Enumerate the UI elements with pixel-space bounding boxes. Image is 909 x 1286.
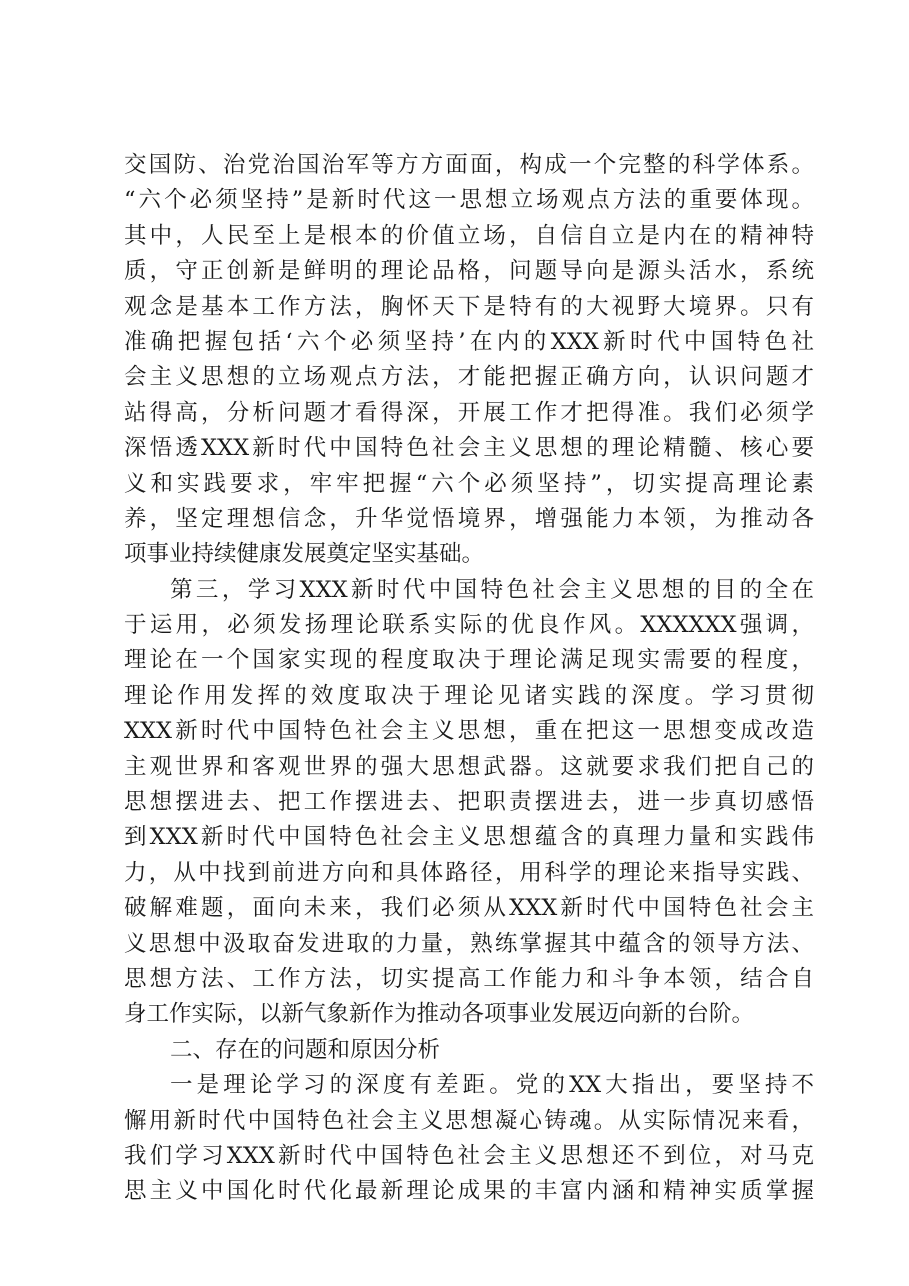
text-line: 身工作实际，以新气象新作为推动各项事业发展迈向新的台阶。 xyxy=(124,1001,755,1028)
text-line: 深悟透XXX新时代中国特色社会主义思想的理论精髓、核心要 xyxy=(124,435,814,462)
text-line: 会主义思想的立场观点方法，才能把握正确方向，认识问题才 xyxy=(124,364,814,391)
text-line: 主观世界和客观世界的强大思想武器。这就要求我们把自己的 xyxy=(124,753,814,780)
text-line: “六个必须坚持”是新时代这一思想立场观点方法的重要体现。 xyxy=(124,187,814,214)
text-line: 义和实践要求，牢牢把握“六个必须坚持”，切实提高理论素 xyxy=(124,470,814,497)
text-line: 养，坚定理想信念，升华觉悟境界，增强能力本领，为推动各 xyxy=(124,505,814,532)
text-line: 我们学习XXX新时代中国特色社会主义思想还不到位，对马克 xyxy=(124,1142,814,1169)
text-line: 质，守正创新是鲜明的理论品格，问题导向是源头活水，系统 xyxy=(124,258,814,285)
text-line: 站得高，分析问题才看得深，开展工作才把得准。我们必须学 xyxy=(124,399,814,426)
text-line: 破解难题，面向未来，我们必须从XXX新时代中国特色社会主 xyxy=(124,895,814,922)
text-line: 力，从中找到前进方向和具体路径，用科学的理论来指导实践、 xyxy=(124,859,814,886)
text-line: 到XXX新时代中国特色社会主义思想蕴含的真理力量和实践伟 xyxy=(124,824,814,851)
text-line: 项事业持续健康发展奠定坚实基础。 xyxy=(124,541,485,568)
text-line: 二、存在的问题和原因分析 xyxy=(170,1036,441,1063)
text-line: 思主义中国化时代化最新理论成果的丰富内涵和精神实质掌握 xyxy=(124,1178,814,1205)
text-line: 观念是基本工作方法，胸怀天下是特有的大视野大境界。只有 xyxy=(124,293,814,320)
text-line: XXX新时代中国特色社会主义思想，重在把这一思想变成改造 xyxy=(124,718,814,745)
text-line: 其中，人民至上是根本的价值立场，自信自立是内在的精神特 xyxy=(124,222,814,249)
text-line: 第三，学习XXX新时代中国特色社会主义思想的目的全在 xyxy=(170,576,814,603)
text-line: 交国防、治党治国治军等方方面面，构成一个完整的科学体系。 xyxy=(124,152,814,178)
text-line: 于运用，必须发扬理论联系实际的优良作风。XXXXXX强调， xyxy=(124,612,814,639)
text-line: 懈用新时代中国特色社会主义思想凝心铸魂。从实际情况来看， xyxy=(124,1107,814,1134)
text-line: 思想摆进去、把工作摆进去、把职责摆进去，进一步真切感悟 xyxy=(124,789,814,816)
text-line: 准确把握包括‘六个必须坚持’在内的XXX新时代中国特色社 xyxy=(124,328,814,355)
text-line: 理论作用发挥的效度取决于理论见诸实践的深度。学习贯彻 xyxy=(124,682,814,709)
text-line: 一是理论学习的深度有差距。党的XX大指出，要坚持不 xyxy=(170,1072,814,1099)
text-line: 理论在一个国家实现的程度取决于理论满足现实需要的程度， xyxy=(124,647,814,674)
text-line: 义思想中汲取奋发进取的力量，熟练掌握其中蕴含的领导方法、 xyxy=(124,930,814,957)
text-line: 思想方法、工作方法，切实提高工作能力和斗争本领，结合自 xyxy=(124,965,814,992)
document-body xyxy=(124,148,814,1210)
